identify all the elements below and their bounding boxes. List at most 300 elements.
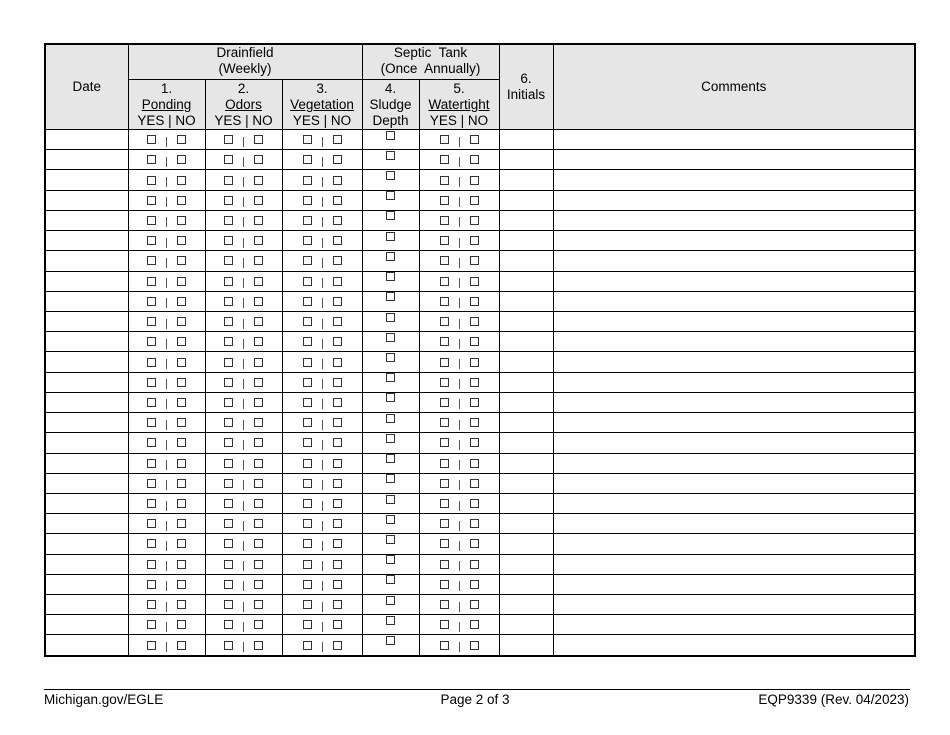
ponding-no-checkbox[interactable] bbox=[177, 620, 186, 629]
sludge-depth-checkbox[interactable] bbox=[386, 272, 395, 281]
watertight-no-checkbox[interactable] bbox=[470, 135, 479, 144]
comments-cell[interactable] bbox=[553, 291, 915, 311]
comments-cell[interactable] bbox=[553, 190, 915, 210]
vegetation-yes-checkbox[interactable] bbox=[303, 479, 312, 488]
ponding-yes-checkbox[interactable] bbox=[147, 519, 156, 528]
watertight-no-checkbox[interactable] bbox=[470, 438, 479, 447]
odors-no-checkbox[interactable] bbox=[254, 580, 263, 589]
watertight-no-checkbox[interactable] bbox=[470, 256, 479, 265]
odors-no-checkbox[interactable] bbox=[254, 539, 263, 548]
odors-yes-checkbox[interactable] bbox=[224, 256, 233, 265]
initials-cell[interactable] bbox=[499, 574, 553, 594]
odors-yes-checkbox[interactable] bbox=[224, 560, 233, 569]
watertight-no-checkbox[interactable] bbox=[470, 155, 479, 164]
vegetation-yes-checkbox[interactable] bbox=[303, 641, 312, 650]
watertight-yes-checkbox[interactable] bbox=[440, 256, 449, 265]
ponding-no-checkbox[interactable] bbox=[177, 317, 186, 326]
odors-yes-checkbox[interactable] bbox=[224, 135, 233, 144]
watertight-no-checkbox[interactable] bbox=[470, 539, 479, 548]
odors-no-checkbox[interactable] bbox=[254, 216, 263, 225]
sludge-depth-checkbox[interactable] bbox=[386, 292, 395, 301]
watertight-no-checkbox[interactable] bbox=[470, 560, 479, 569]
odors-no-checkbox[interactable] bbox=[254, 155, 263, 164]
sludge-depth-checkbox[interactable] bbox=[386, 232, 395, 241]
date-cell[interactable] bbox=[45, 210, 128, 230]
ponding-no-checkbox[interactable] bbox=[177, 398, 186, 407]
comments-cell[interactable] bbox=[553, 433, 915, 453]
ponding-yes-checkbox[interactable] bbox=[147, 216, 156, 225]
vegetation-yes-checkbox[interactable] bbox=[303, 378, 312, 387]
watertight-yes-checkbox[interactable] bbox=[440, 337, 449, 346]
odors-yes-checkbox[interactable] bbox=[224, 155, 233, 164]
odors-yes-checkbox[interactable] bbox=[224, 519, 233, 528]
ponding-no-checkbox[interactable] bbox=[177, 277, 186, 286]
vegetation-no-checkbox[interactable] bbox=[333, 317, 342, 326]
date-cell[interactable] bbox=[45, 413, 128, 433]
comments-cell[interactable] bbox=[553, 635, 915, 656]
date-cell[interactable] bbox=[45, 291, 128, 311]
watertight-no-checkbox[interactable] bbox=[470, 358, 479, 367]
ponding-yes-checkbox[interactable] bbox=[147, 256, 156, 265]
initials-cell[interactable] bbox=[499, 433, 553, 453]
vegetation-yes-checkbox[interactable] bbox=[303, 277, 312, 286]
ponding-yes-checkbox[interactable] bbox=[147, 135, 156, 144]
sludge-depth-checkbox[interactable] bbox=[386, 131, 395, 140]
date-cell[interactable] bbox=[45, 271, 128, 291]
vegetation-yes-checkbox[interactable] bbox=[303, 297, 312, 306]
ponding-no-checkbox[interactable] bbox=[177, 176, 186, 185]
ponding-no-checkbox[interactable] bbox=[177, 297, 186, 306]
vegetation-no-checkbox[interactable] bbox=[333, 358, 342, 367]
initials-cell[interactable] bbox=[499, 291, 553, 311]
vegetation-no-checkbox[interactable] bbox=[333, 378, 342, 387]
vegetation-yes-checkbox[interactable] bbox=[303, 176, 312, 185]
vegetation-no-checkbox[interactable] bbox=[333, 641, 342, 650]
odors-no-checkbox[interactable] bbox=[254, 438, 263, 447]
ponding-no-checkbox[interactable] bbox=[177, 438, 186, 447]
vegetation-yes-checkbox[interactable] bbox=[303, 155, 312, 164]
vegetation-no-checkbox[interactable] bbox=[333, 236, 342, 245]
vegetation-no-checkbox[interactable] bbox=[333, 135, 342, 144]
vegetation-yes-checkbox[interactable] bbox=[303, 398, 312, 407]
vegetation-yes-checkbox[interactable] bbox=[303, 600, 312, 609]
initials-cell[interactable] bbox=[499, 372, 553, 392]
sludge-depth-checkbox[interactable] bbox=[386, 474, 395, 483]
ponding-yes-checkbox[interactable] bbox=[147, 580, 156, 589]
odors-no-checkbox[interactable] bbox=[254, 378, 263, 387]
initials-cell[interactable] bbox=[499, 170, 553, 190]
odors-yes-checkbox[interactable] bbox=[224, 600, 233, 609]
sludge-depth-checkbox[interactable] bbox=[386, 373, 395, 382]
watertight-yes-checkbox[interactable] bbox=[440, 135, 449, 144]
initials-cell[interactable] bbox=[499, 311, 553, 331]
vegetation-no-checkbox[interactable] bbox=[333, 297, 342, 306]
ponding-no-checkbox[interactable] bbox=[177, 499, 186, 508]
sludge-depth-checkbox[interactable] bbox=[386, 211, 395, 220]
odors-no-checkbox[interactable] bbox=[254, 560, 263, 569]
watertight-yes-checkbox[interactable] bbox=[440, 641, 449, 650]
vegetation-yes-checkbox[interactable] bbox=[303, 216, 312, 225]
vegetation-yes-checkbox[interactable] bbox=[303, 519, 312, 528]
odors-no-checkbox[interactable] bbox=[254, 277, 263, 286]
vegetation-yes-checkbox[interactable] bbox=[303, 418, 312, 427]
comments-cell[interactable] bbox=[553, 392, 915, 412]
ponding-yes-checkbox[interactable] bbox=[147, 398, 156, 407]
odors-no-checkbox[interactable] bbox=[254, 196, 263, 205]
ponding-no-checkbox[interactable] bbox=[177, 600, 186, 609]
initials-cell[interactable] bbox=[499, 453, 553, 473]
date-cell[interactable] bbox=[45, 170, 128, 190]
watertight-yes-checkbox[interactable] bbox=[440, 196, 449, 205]
comments-cell[interactable] bbox=[553, 332, 915, 352]
ponding-no-checkbox[interactable] bbox=[177, 580, 186, 589]
sludge-depth-checkbox[interactable] bbox=[386, 191, 395, 200]
odors-yes-checkbox[interactable] bbox=[224, 539, 233, 548]
watertight-no-checkbox[interactable] bbox=[470, 459, 479, 468]
odors-no-checkbox[interactable] bbox=[254, 256, 263, 265]
odors-yes-checkbox[interactable] bbox=[224, 459, 233, 468]
date-cell[interactable] bbox=[45, 554, 128, 574]
ponding-no-checkbox[interactable] bbox=[177, 236, 186, 245]
ponding-yes-checkbox[interactable] bbox=[147, 317, 156, 326]
comments-cell[interactable] bbox=[553, 170, 915, 190]
date-cell[interactable] bbox=[45, 615, 128, 635]
sludge-depth-checkbox[interactable] bbox=[386, 616, 395, 625]
vegetation-no-checkbox[interactable] bbox=[333, 560, 342, 569]
watertight-yes-checkbox[interactable] bbox=[440, 297, 449, 306]
ponding-yes-checkbox[interactable] bbox=[147, 418, 156, 427]
ponding-no-checkbox[interactable] bbox=[177, 519, 186, 528]
watertight-no-checkbox[interactable] bbox=[470, 600, 479, 609]
initials-cell[interactable] bbox=[499, 413, 553, 433]
odors-yes-checkbox[interactable] bbox=[224, 216, 233, 225]
ponding-no-checkbox[interactable] bbox=[177, 256, 186, 265]
date-cell[interactable] bbox=[45, 251, 128, 271]
date-cell[interactable] bbox=[45, 372, 128, 392]
comments-cell[interactable] bbox=[553, 574, 915, 594]
ponding-no-checkbox[interactable] bbox=[177, 560, 186, 569]
initials-cell[interactable] bbox=[499, 231, 553, 251]
vegetation-no-checkbox[interactable] bbox=[333, 438, 342, 447]
odors-no-checkbox[interactable] bbox=[254, 620, 263, 629]
vegetation-yes-checkbox[interactable] bbox=[303, 317, 312, 326]
comments-cell[interactable] bbox=[553, 534, 915, 554]
sludge-depth-checkbox[interactable] bbox=[386, 434, 395, 443]
initials-cell[interactable] bbox=[499, 271, 553, 291]
vegetation-no-checkbox[interactable] bbox=[333, 176, 342, 185]
ponding-yes-checkbox[interactable] bbox=[147, 176, 156, 185]
watertight-no-checkbox[interactable] bbox=[470, 236, 479, 245]
watertight-yes-checkbox[interactable] bbox=[440, 620, 449, 629]
initials-cell[interactable] bbox=[499, 352, 553, 372]
date-cell[interactable] bbox=[45, 574, 128, 594]
odors-no-checkbox[interactable] bbox=[254, 358, 263, 367]
sludge-depth-checkbox[interactable] bbox=[386, 414, 395, 423]
ponding-no-checkbox[interactable] bbox=[177, 155, 186, 164]
watertight-no-checkbox[interactable] bbox=[470, 317, 479, 326]
ponding-yes-checkbox[interactable] bbox=[147, 641, 156, 650]
ponding-yes-checkbox[interactable] bbox=[147, 438, 156, 447]
ponding-yes-checkbox[interactable] bbox=[147, 337, 156, 346]
watertight-yes-checkbox[interactable] bbox=[440, 236, 449, 245]
watertight-yes-checkbox[interactable] bbox=[440, 580, 449, 589]
watertight-yes-checkbox[interactable] bbox=[440, 519, 449, 528]
vegetation-yes-checkbox[interactable] bbox=[303, 256, 312, 265]
vegetation-no-checkbox[interactable] bbox=[333, 479, 342, 488]
watertight-no-checkbox[interactable] bbox=[470, 277, 479, 286]
sludge-depth-checkbox[interactable] bbox=[386, 596, 395, 605]
watertight-yes-checkbox[interactable] bbox=[440, 176, 449, 185]
vegetation-yes-checkbox[interactable] bbox=[303, 337, 312, 346]
ponding-yes-checkbox[interactable] bbox=[147, 620, 156, 629]
ponding-yes-checkbox[interactable] bbox=[147, 277, 156, 286]
ponding-no-checkbox[interactable] bbox=[177, 378, 186, 387]
date-cell[interactable] bbox=[45, 392, 128, 412]
sludge-depth-checkbox[interactable] bbox=[386, 454, 395, 463]
initials-cell[interactable] bbox=[499, 473, 553, 493]
ponding-no-checkbox[interactable] bbox=[177, 539, 186, 548]
odors-yes-checkbox[interactable] bbox=[224, 358, 233, 367]
odors-no-checkbox[interactable] bbox=[254, 418, 263, 427]
initials-cell[interactable] bbox=[499, 210, 553, 230]
odors-yes-checkbox[interactable] bbox=[224, 317, 233, 326]
odors-no-checkbox[interactable] bbox=[254, 236, 263, 245]
odors-yes-checkbox[interactable] bbox=[224, 176, 233, 185]
initials-cell[interactable] bbox=[499, 554, 553, 574]
vegetation-yes-checkbox[interactable] bbox=[303, 459, 312, 468]
odors-no-checkbox[interactable] bbox=[254, 337, 263, 346]
watertight-yes-checkbox[interactable] bbox=[440, 418, 449, 427]
watertight-yes-checkbox[interactable] bbox=[440, 216, 449, 225]
odors-yes-checkbox[interactable] bbox=[224, 297, 233, 306]
watertight-yes-checkbox[interactable] bbox=[440, 358, 449, 367]
watertight-yes-checkbox[interactable] bbox=[440, 499, 449, 508]
vegetation-yes-checkbox[interactable] bbox=[303, 539, 312, 548]
ponding-no-checkbox[interactable] bbox=[177, 135, 186, 144]
watertight-yes-checkbox[interactable] bbox=[440, 155, 449, 164]
comments-cell[interactable] bbox=[553, 554, 915, 574]
comments-cell[interactable] bbox=[553, 473, 915, 493]
date-cell[interactable] bbox=[45, 635, 128, 656]
initials-cell[interactable] bbox=[499, 514, 553, 534]
initials-cell[interactable] bbox=[499, 493, 553, 513]
sludge-depth-checkbox[interactable] bbox=[386, 393, 395, 402]
comments-cell[interactable] bbox=[553, 615, 915, 635]
initials-cell[interactable] bbox=[499, 251, 553, 271]
comments-cell[interactable] bbox=[553, 352, 915, 372]
watertight-no-checkbox[interactable] bbox=[470, 196, 479, 205]
ponding-yes-checkbox[interactable] bbox=[147, 499, 156, 508]
watertight-no-checkbox[interactable] bbox=[470, 479, 479, 488]
ponding-no-checkbox[interactable] bbox=[177, 337, 186, 346]
odors-yes-checkbox[interactable] bbox=[224, 236, 233, 245]
watertight-yes-checkbox[interactable] bbox=[440, 600, 449, 609]
sludge-depth-checkbox[interactable] bbox=[386, 151, 395, 160]
date-cell[interactable] bbox=[45, 311, 128, 331]
ponding-no-checkbox[interactable] bbox=[177, 479, 186, 488]
initials-cell[interactable] bbox=[499, 190, 553, 210]
comments-cell[interactable] bbox=[553, 453, 915, 473]
watertight-yes-checkbox[interactable] bbox=[440, 277, 449, 286]
comments-cell[interactable] bbox=[553, 595, 915, 615]
watertight-yes-checkbox[interactable] bbox=[440, 438, 449, 447]
odors-no-checkbox[interactable] bbox=[254, 479, 263, 488]
ponding-yes-checkbox[interactable] bbox=[147, 297, 156, 306]
ponding-no-checkbox[interactable] bbox=[177, 459, 186, 468]
date-cell[interactable] bbox=[45, 332, 128, 352]
date-cell[interactable] bbox=[45, 493, 128, 513]
watertight-no-checkbox[interactable] bbox=[470, 398, 479, 407]
odors-yes-checkbox[interactable] bbox=[224, 398, 233, 407]
ponding-no-checkbox[interactable] bbox=[177, 358, 186, 367]
odors-yes-checkbox[interactable] bbox=[224, 196, 233, 205]
initials-cell[interactable] bbox=[499, 150, 553, 170]
ponding-yes-checkbox[interactable] bbox=[147, 196, 156, 205]
ponding-yes-checkbox[interactable] bbox=[147, 155, 156, 164]
odors-yes-checkbox[interactable] bbox=[224, 499, 233, 508]
sludge-depth-checkbox[interactable] bbox=[386, 333, 395, 342]
vegetation-no-checkbox[interactable] bbox=[333, 277, 342, 286]
vegetation-no-checkbox[interactable] bbox=[333, 398, 342, 407]
ponding-yes-checkbox[interactable] bbox=[147, 560, 156, 569]
odors-no-checkbox[interactable] bbox=[254, 519, 263, 528]
comments-cell[interactable] bbox=[553, 251, 915, 271]
odors-no-checkbox[interactable] bbox=[254, 176, 263, 185]
watertight-no-checkbox[interactable] bbox=[470, 297, 479, 306]
initials-cell[interactable] bbox=[499, 392, 553, 412]
vegetation-no-checkbox[interactable] bbox=[333, 600, 342, 609]
odors-no-checkbox[interactable] bbox=[254, 297, 263, 306]
vegetation-yes-checkbox[interactable] bbox=[303, 499, 312, 508]
comments-cell[interactable] bbox=[553, 210, 915, 230]
vegetation-no-checkbox[interactable] bbox=[333, 418, 342, 427]
comments-cell[interactable] bbox=[553, 231, 915, 251]
ponding-yes-checkbox[interactable] bbox=[147, 236, 156, 245]
vegetation-no-checkbox[interactable] bbox=[333, 620, 342, 629]
watertight-no-checkbox[interactable] bbox=[470, 337, 479, 346]
comments-cell[interactable] bbox=[553, 271, 915, 291]
watertight-no-checkbox[interactable] bbox=[470, 176, 479, 185]
ponding-yes-checkbox[interactable] bbox=[147, 459, 156, 468]
ponding-no-checkbox[interactable] bbox=[177, 641, 186, 650]
comments-cell[interactable] bbox=[553, 150, 915, 170]
watertight-yes-checkbox[interactable] bbox=[440, 560, 449, 569]
vegetation-yes-checkbox[interactable] bbox=[303, 196, 312, 205]
initials-cell[interactable] bbox=[499, 615, 553, 635]
vegetation-no-checkbox[interactable] bbox=[333, 256, 342, 265]
comments-cell[interactable] bbox=[553, 311, 915, 331]
odors-no-checkbox[interactable] bbox=[254, 499, 263, 508]
sludge-depth-checkbox[interactable] bbox=[386, 515, 395, 524]
sludge-depth-checkbox[interactable] bbox=[386, 636, 395, 645]
vegetation-yes-checkbox[interactable] bbox=[303, 620, 312, 629]
watertight-yes-checkbox[interactable] bbox=[440, 479, 449, 488]
comments-cell[interactable] bbox=[553, 413, 915, 433]
initials-cell[interactable] bbox=[499, 635, 553, 656]
comments-cell[interactable] bbox=[553, 514, 915, 534]
ponding-yes-checkbox[interactable] bbox=[147, 378, 156, 387]
odors-yes-checkbox[interactable] bbox=[224, 620, 233, 629]
sludge-depth-checkbox[interactable] bbox=[386, 313, 395, 322]
date-cell[interactable] bbox=[45, 514, 128, 534]
comments-cell[interactable] bbox=[553, 372, 915, 392]
odors-no-checkbox[interactable] bbox=[254, 317, 263, 326]
watertight-yes-checkbox[interactable] bbox=[440, 398, 449, 407]
ponding-no-checkbox[interactable] bbox=[177, 216, 186, 225]
vegetation-no-checkbox[interactable] bbox=[333, 519, 342, 528]
odors-no-checkbox[interactable] bbox=[254, 600, 263, 609]
odors-yes-checkbox[interactable] bbox=[224, 438, 233, 447]
sludge-depth-checkbox[interactable] bbox=[386, 171, 395, 180]
date-cell[interactable] bbox=[45, 150, 128, 170]
ponding-yes-checkbox[interactable] bbox=[147, 358, 156, 367]
date-cell[interactable] bbox=[45, 473, 128, 493]
vegetation-no-checkbox[interactable] bbox=[333, 459, 342, 468]
sludge-depth-checkbox[interactable] bbox=[386, 555, 395, 564]
ponding-yes-checkbox[interactable] bbox=[147, 600, 156, 609]
vegetation-no-checkbox[interactable] bbox=[333, 216, 342, 225]
watertight-no-checkbox[interactable] bbox=[470, 418, 479, 427]
watertight-no-checkbox[interactable] bbox=[470, 519, 479, 528]
watertight-no-checkbox[interactable] bbox=[470, 499, 479, 508]
comments-cell[interactable] bbox=[553, 130, 915, 150]
odors-yes-checkbox[interactable] bbox=[224, 277, 233, 286]
vegetation-no-checkbox[interactable] bbox=[333, 337, 342, 346]
vegetation-no-checkbox[interactable] bbox=[333, 196, 342, 205]
date-cell[interactable] bbox=[45, 534, 128, 554]
vegetation-yes-checkbox[interactable] bbox=[303, 438, 312, 447]
odors-yes-checkbox[interactable] bbox=[224, 580, 233, 589]
initials-cell[interactable] bbox=[499, 595, 553, 615]
watertight-no-checkbox[interactable] bbox=[470, 216, 479, 225]
sludge-depth-checkbox[interactable] bbox=[386, 535, 395, 544]
odors-yes-checkbox[interactable] bbox=[224, 479, 233, 488]
date-cell[interactable] bbox=[45, 190, 128, 210]
vegetation-yes-checkbox[interactable] bbox=[303, 135, 312, 144]
watertight-no-checkbox[interactable] bbox=[470, 580, 479, 589]
sludge-depth-checkbox[interactable] bbox=[386, 252, 395, 261]
vegetation-yes-checkbox[interactable] bbox=[303, 560, 312, 569]
vegetation-yes-checkbox[interactable] bbox=[303, 580, 312, 589]
odors-no-checkbox[interactable] bbox=[254, 459, 263, 468]
initials-cell[interactable] bbox=[499, 332, 553, 352]
vegetation-yes-checkbox[interactable] bbox=[303, 358, 312, 367]
vegetation-no-checkbox[interactable] bbox=[333, 580, 342, 589]
ponding-no-checkbox[interactable] bbox=[177, 418, 186, 427]
sludge-depth-checkbox[interactable] bbox=[386, 575, 395, 584]
odors-yes-checkbox[interactable] bbox=[224, 378, 233, 387]
ponding-no-checkbox[interactable] bbox=[177, 196, 186, 205]
date-cell[interactable] bbox=[45, 453, 128, 473]
ponding-yes-checkbox[interactable] bbox=[147, 539, 156, 548]
date-cell[interactable] bbox=[45, 231, 128, 251]
vegetation-no-checkbox[interactable] bbox=[333, 499, 342, 508]
watertight-yes-checkbox[interactable] bbox=[440, 317, 449, 326]
watertight-yes-checkbox[interactable] bbox=[440, 378, 449, 387]
vegetation-no-checkbox[interactable] bbox=[333, 539, 342, 548]
date-cell[interactable] bbox=[45, 433, 128, 453]
watertight-no-checkbox[interactable] bbox=[470, 641, 479, 650]
watertight-no-checkbox[interactable] bbox=[470, 620, 479, 629]
watertight-no-checkbox[interactable] bbox=[470, 378, 479, 387]
date-cell[interactable] bbox=[45, 352, 128, 372]
odors-yes-checkbox[interactable] bbox=[224, 337, 233, 346]
odors-no-checkbox[interactable] bbox=[254, 641, 263, 650]
date-cell[interactable] bbox=[45, 130, 128, 150]
sludge-depth-checkbox[interactable] bbox=[386, 353, 395, 362]
odors-yes-checkbox[interactable] bbox=[224, 641, 233, 650]
initials-cell[interactable] bbox=[499, 130, 553, 150]
